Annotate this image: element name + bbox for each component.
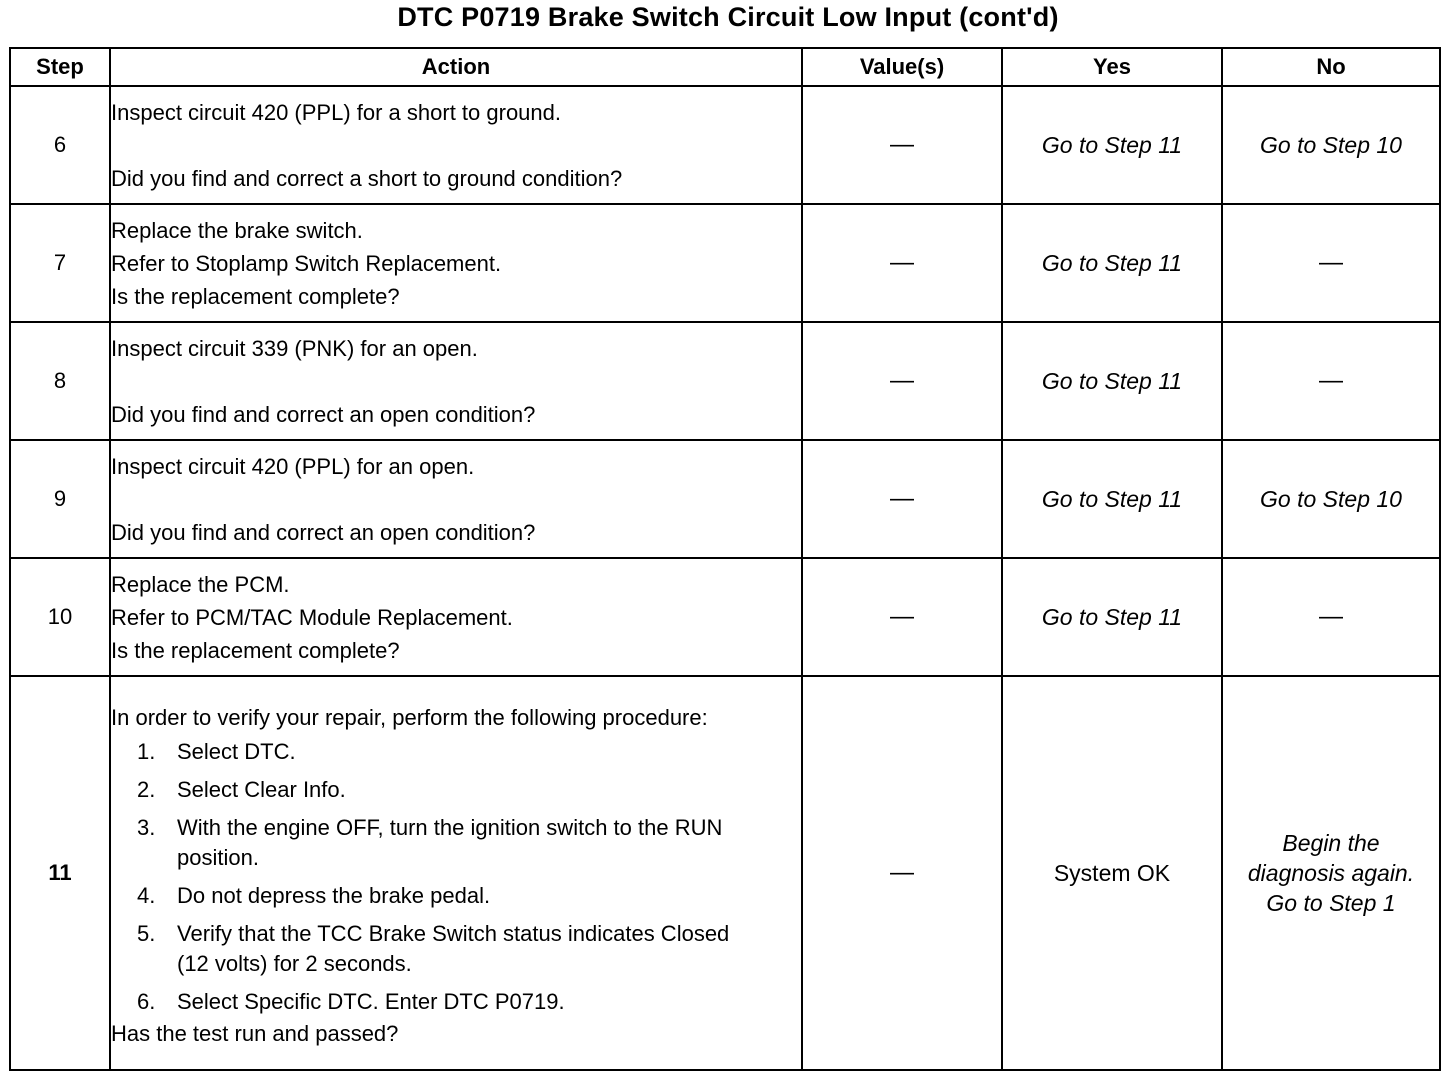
table-header-row xyxy=(10,48,1440,86)
list-item: 2. Select Clear Info. xyxy=(137,777,346,802)
action-text: Replace the PCM. xyxy=(111,571,290,597)
yes-cell: Go to Step 11 xyxy=(1002,86,1222,204)
step-number: 8 xyxy=(10,322,110,440)
value-cell: — xyxy=(802,558,1002,676)
list-item: 6. Select Specific DTC. Enter DTC P0719. xyxy=(137,989,565,1014)
value-cell: — xyxy=(802,86,1002,204)
step-number: 11 xyxy=(10,676,110,1070)
table-row xyxy=(10,322,1440,440)
action-cell xyxy=(110,204,802,322)
action-text: Inspect circuit 339 (PNK) for an open. xyxy=(111,335,478,361)
action-reference: Refer to PCM/TAC Module Replacement. xyxy=(111,604,513,630)
action-question: Did you find and correct an open condition? xyxy=(111,519,536,545)
action-text: Replace the brake switch. xyxy=(111,217,363,243)
step-number: 10 xyxy=(10,558,110,676)
column-header-no: No xyxy=(1222,48,1440,86)
table-row xyxy=(10,440,1440,558)
action-question: Did you find and correct a short to ground condition? xyxy=(111,165,623,191)
table-row xyxy=(10,86,1440,204)
diagnostic-table xyxy=(9,47,1441,1071)
no-cell: — xyxy=(1222,204,1440,322)
column-header-action: Action xyxy=(110,48,802,86)
table-row xyxy=(10,676,1440,1070)
action-text: Inspect circuit 420 (PPL) for a short to ground. xyxy=(111,99,562,125)
yes-cell: Go to Step 11 xyxy=(1002,322,1222,440)
list-item: 5. Verify that the TCC Brake Switch status indicates Closed (12 volts) for 2 seconds. xyxy=(137,921,730,976)
yes-cell: System OK xyxy=(1002,676,1222,1070)
yes-cell: Go to Step 11 xyxy=(1002,204,1222,322)
no-cell: Go to Step 10 xyxy=(1222,86,1440,204)
no-text-line: Begin the xyxy=(1282,830,1380,856)
step-number: 7 xyxy=(10,204,110,322)
action-question: Did you find and correct an open condition? xyxy=(111,401,536,427)
no-cell: Go to Step 10 xyxy=(1222,440,1440,558)
list-item: 1. Select DTC. xyxy=(137,739,296,764)
yes-cell: Go to Step 11 xyxy=(1002,558,1222,676)
procedure-list xyxy=(111,737,781,1017)
list-item: 3. With the engine OFF, turn the ignition switch to the RUN position. xyxy=(137,815,723,870)
value-cell: — xyxy=(802,440,1002,558)
action-intro: In order to verify your repair, perform the following procedure: xyxy=(111,705,708,730)
value-cell: — xyxy=(802,204,1002,322)
action-reference: Refer to Stoplamp Switch Replacement. xyxy=(111,250,502,276)
value-cell: — xyxy=(802,322,1002,440)
table-row xyxy=(10,558,1440,676)
column-header-step: Step xyxy=(10,48,110,86)
step-number: 6 xyxy=(10,86,110,204)
no-cell: — xyxy=(1222,322,1440,440)
no-text-line: diagnosis again. xyxy=(1247,860,1415,886)
no-text-line: Go to Step 1 xyxy=(1266,890,1396,916)
action-cell xyxy=(110,86,802,204)
action-cell xyxy=(110,322,802,440)
action-text: Inspect circuit 420 (PPL) for an open. xyxy=(111,453,475,479)
column-header-values: Value(s) xyxy=(802,48,1002,86)
action-cell xyxy=(110,558,802,676)
value-cell: — xyxy=(802,676,1002,1070)
action-question: Has the test run and passed? xyxy=(111,1021,399,1046)
page-title: DTC P0719 Brake Switch Circuit Low Input (cont'd) xyxy=(397,2,1059,32)
action-question: Is the replacement complete? xyxy=(111,283,400,309)
table-row xyxy=(10,204,1440,322)
action-question: Is the replacement complete? xyxy=(111,637,400,663)
column-header-yes: Yes xyxy=(1002,48,1222,86)
list-item: 4. Do not depress the brake pedal. xyxy=(137,883,491,908)
action-cell xyxy=(110,440,802,558)
no-cell: — xyxy=(1222,558,1440,676)
yes-cell: Go to Step 11 xyxy=(1002,440,1222,558)
step-number: 9 xyxy=(10,440,110,558)
no-cell xyxy=(1222,676,1440,1070)
action-cell xyxy=(110,676,802,1070)
